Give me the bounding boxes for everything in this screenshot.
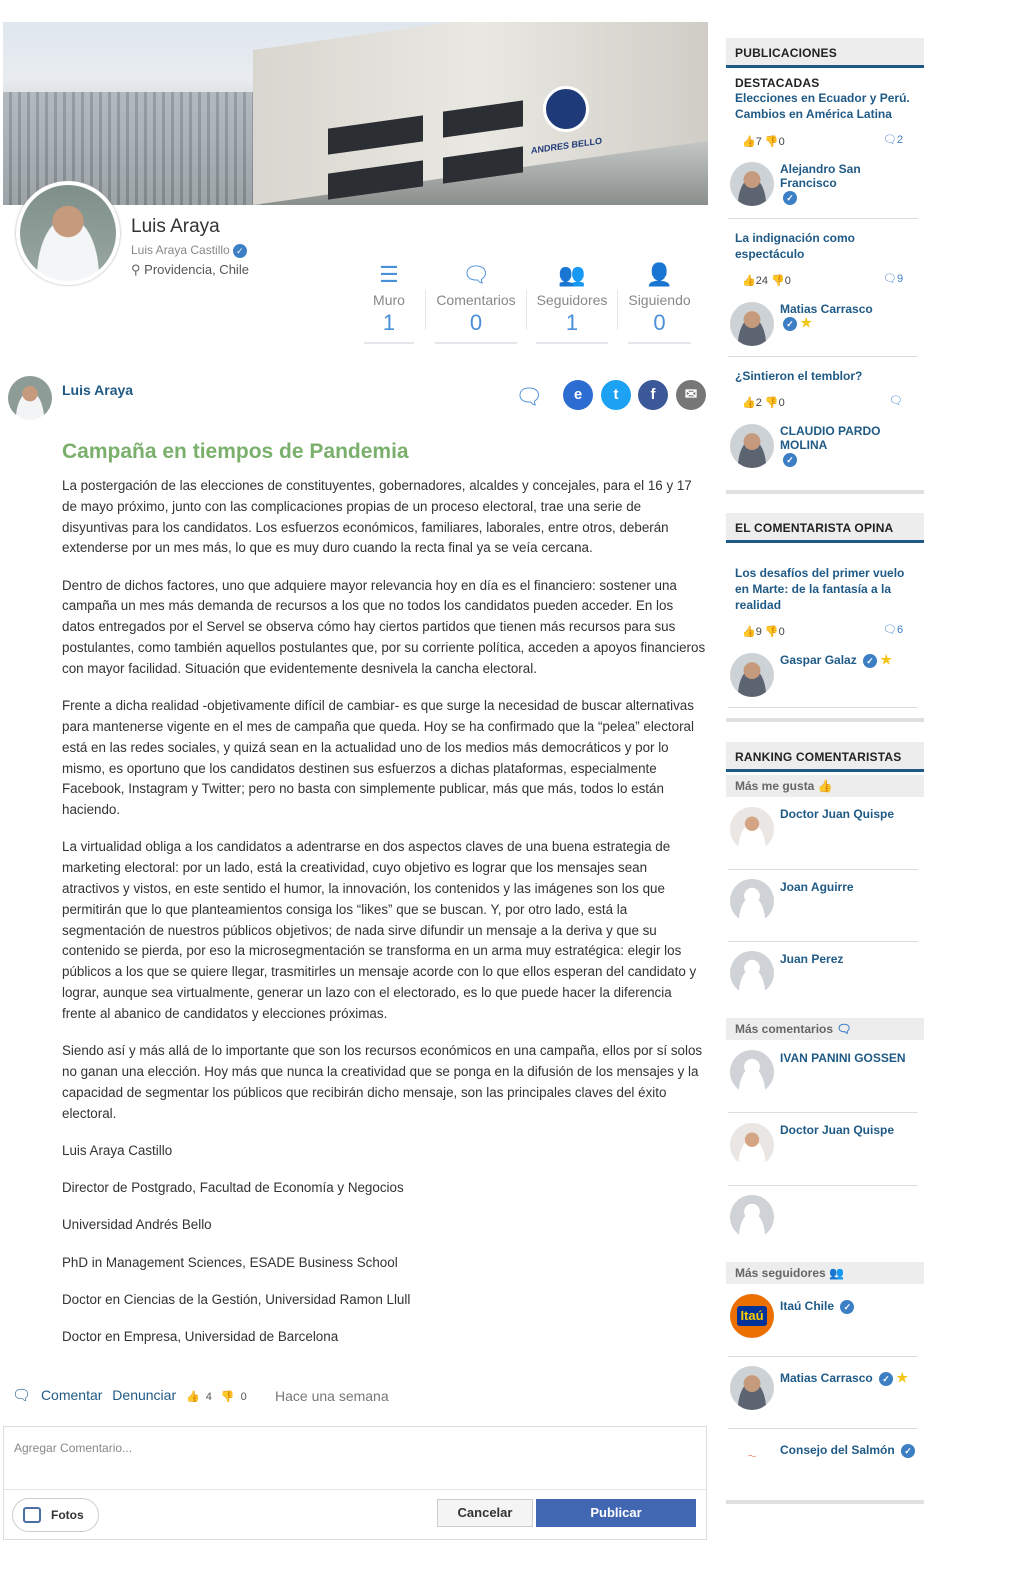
stat-seguidores[interactable]: 👥 Seguidores 1 [536, 260, 608, 344]
profile-full-name: Luis Araya Castillo ✓ [131, 243, 247, 258]
report-link[interactable]: Denunciar [112, 1387, 177, 1403]
like-icon: 👍 [817, 779, 833, 793]
verified-icon: ✓ [783, 191, 797, 205]
verified-icon: ✓ [863, 654, 877, 668]
photo-icon [23, 1507, 41, 1523]
comment-icon: 🗨 [883, 624, 897, 636]
verified-icon: ✓ [840, 1300, 854, 1314]
share-e-icon[interactable]: e [563, 380, 593, 410]
featured-title[interactable]: La indignación como espectáculo [735, 231, 856, 261]
ranking-name[interactable]: Doctor Juan Quispe [780, 807, 895, 821]
ranking-header: RANKING COMENTARISTAS [726, 742, 924, 772]
star-icon: ★ [800, 315, 812, 330]
profile-name: Luis Araya [131, 216, 220, 237]
verified-icon: ✓ [879, 1372, 893, 1386]
avatar[interactable] [730, 1123, 774, 1167]
university-logo-icon [543, 86, 589, 132]
dislike-icon[interactable]: 👎 [764, 626, 779, 638]
post-body [62, 476, 706, 1365]
stat-comentarios[interactable]: 🗨 Comentarios 0 [435, 260, 517, 344]
comments-subheader: Más comentarios 🗨 [726, 1018, 924, 1040]
paragraph: La postergación de las elecciones de constituyentes, gobernadores, alcaldes y concejales, para el 16 y 17 de mayo próximo, junto con las complicaciones propias de un proceso electoral, trae una serie de disyuntivas para los candidatos. Los esfuerzos económicos, familiares, laborales, entre otros, deberán extenderse por un mes más, lo que es muy duro cuando la recta final ya se veía cercana. [62, 478, 692, 556]
verified-icon: ✓ [901, 1444, 915, 1458]
ranking-name[interactable]: Consejo del Salmón ✓ [780, 1443, 920, 1458]
cancel-button[interactable]: Cancelar [437, 1499, 533, 1527]
university-logo-text: ANDRES BELLO [531, 135, 603, 156]
publish-button[interactable]: Publicar [536, 1499, 696, 1527]
featured-header: PUBLICACIONES DESTACADAS [726, 38, 924, 68]
paragraph: Siendo así y más allá de lo importante que son los recursos económicos en una campaña, ellos por sí solos no ganan una elección. Hoy más que nunca la creatividad que se ponga en la difusión de los mensajes y la capacidad de segmentar los públicos que recibirán dicho mensaje, son las principales claves del éxito electoral. [62, 1043, 703, 1121]
photos-button[interactable]: Fotos [12, 1498, 99, 1532]
comment-icon: 🗨 [462, 262, 490, 287]
comment-bubble-icon[interactable]: 🗨 [515, 384, 543, 409]
stat-siguiendo[interactable]: 👤 Siguiendo 0 [628, 260, 691, 344]
like-icon[interactable]: 👍 [186, 1391, 200, 1403]
paragraph: Dentro de dichos factores, uno que adquiere mayor relevancia hoy en día es el financiero: sostener una campaña un mes más demanda de recursos a los que no todos los candidatos pueden acceder. En los datos entregados por el Servel se observa cómo hay ciertos partidos que tienen más recursos para sus postulantes, como también aquellos postulantes que, por su corriente política, acceden a apoyos financieros con mayor facilidad. Situación que evidentemente desnivela la cancha electoral. [62, 577, 706, 676]
featured-author[interactable]: CLAUDIO PARDO MOLINA ✓ [780, 424, 881, 465]
signature-line: Director de Postgrado, Facultad de Economía y Negocios [62, 1180, 404, 1196]
verified-icon: ✓ [783, 317, 797, 331]
comment-icon[interactable]: 🗨 [889, 395, 903, 407]
featured-title[interactable]: ¿Sintieron el temblor? [735, 369, 863, 383]
avatar[interactable] [730, 1366, 774, 1410]
avatar[interactable] [730, 879, 774, 923]
cover-image [3, 22, 708, 205]
ranking-name[interactable]: Doctor Juan Quispe [780, 1123, 895, 1137]
signature-line: Luis Araya Castillo [62, 1142, 173, 1158]
verified-icon: ✓ [233, 244, 247, 258]
dislike-icon[interactable]: 👎 [764, 397, 779, 409]
paragraph: La virtualidad obliga a los candidatos a adentrarse en dos aspectos claves de una buena estrategia de marketing electoral: por un lado, está la creatividad, cuyo objetivo es lograr que los mensajes sean atractivos y vistos, en este sentido el humor, la innovación, los contenidos y las imágenes son los que permitirán que lo que planteamientos consiga los “likes” que se buscan. Y, por otro lado, está la segmentación de nuestros públicos objetivos; de nada sirve difundir un mensaje a la deriva y que su contenido se pierda, por eso la microsegmentación se transforma en un arma muy estratégica: elegir los públicos a los que se quiere llegar, trasmitirles un mensaje acorde con lo que ellos esperan del candidato y lograr, aunque sea virtualmente, generar un lazo con el electorado, es lo que puede hacer la diferencia frente al abanico de candidatos y elecciones próximas. [62, 839, 697, 1021]
star-icon: ★ [880, 652, 893, 667]
dislike-icon[interactable]: 👎 [220, 1391, 235, 1403]
following-icon: 👤 [645, 262, 674, 287]
salmon-logo-icon[interactable]: 〜 [730, 1438, 774, 1482]
featured-title[interactable]: Elecciones en Ecuador y Perú. Cambios en América Latina [735, 91, 910, 121]
followers-subheader: Más seguidores 👥 [726, 1262, 924, 1284]
featured-author[interactable]: Alejandro San Francisco ✓ [780, 162, 861, 203]
twitter-icon[interactable]: t [601, 380, 631, 410]
comment-icon: 🗨 [836, 1022, 852, 1036]
location-pin-icon: ⚲ [131, 262, 141, 277]
verified-icon: ✓ [783, 453, 797, 467]
followers-icon: 👥 [558, 262, 586, 287]
signature-line: Doctor en Ciencias de la Gestión, Universidad Ramon Llull [62, 1292, 411, 1307]
profile-location: ⚲ Providencia, Chile [131, 262, 249, 277]
avatar[interactable] [730, 424, 774, 468]
featured-author[interactable]: Matias Carrasco ✓ ★ [780, 302, 873, 330]
opina-author[interactable]: Gaspar Galaz ✓ ★ [780, 652, 893, 667]
avatar[interactable] [730, 1050, 774, 1094]
comment-icon[interactable]: 🗨 [12, 1387, 32, 1404]
author-name[interactable]: Luis Araya [62, 382, 134, 398]
opina-title[interactable]: Los desafíos del primer vuelo en Marte: de la fantasía a la realidad [735, 566, 905, 612]
itau-logo[interactable]: Itaú [730, 1294, 774, 1338]
avatar[interactable] [730, 807, 774, 851]
like-icon[interactable]: 👍 [742, 397, 756, 409]
comment-icon: 🗨 [883, 134, 897, 146]
ranking-name[interactable]: IVAN PANINI GOSSEN [780, 1051, 906, 1065]
ranking-name[interactable]: Joan Aguirre [780, 880, 854, 894]
avatar[interactable] [730, 951, 774, 995]
ranking-name[interactable]: Matias Carrasco ✓ ★ [780, 1370, 909, 1385]
profile-avatar[interactable] [16, 181, 120, 285]
post-actions: 🗨 Comentar Denunciar 👍 4 👎 0 [12, 1387, 247, 1404]
comment-link[interactable]: Comentar [40, 1387, 103, 1403]
email-icon[interactable]: ✉ [676, 380, 706, 410]
post-title: Campaña en tiempos de Pandemia [62, 440, 409, 463]
post-time: Hace una semana [275, 1388, 389, 1404]
comment-icon: 🗨 [883, 273, 897, 285]
like-icon[interactable]: 👍 [742, 275, 756, 287]
avatar[interactable] [730, 162, 774, 206]
followers-icon: 👥 [829, 1266, 844, 1280]
signature-line: PhD in Management Sciences, ESADE Business School [62, 1254, 398, 1270]
wall-icon: ☰ [379, 262, 399, 287]
avatar[interactable] [730, 1195, 774, 1239]
opina-header: EL COMENTARISTA OPINA [726, 513, 924, 543]
dislike-icon[interactable]: 👎 [764, 136, 779, 148]
star-icon: ★ [896, 1370, 909, 1385]
likes-subheader: Más me gusta 👍 [726, 775, 924, 797]
paragraph: Frente a dicha realidad -objetivamente difícil de cambiar- es que surge la necesidad de buscar alternativas para mantenerse vigente en el mes de campaña que queda. Hoy se ha confirmado que la “pelea” electoral está en las redes sociales, y quizá sean en la actualidad uno de los medios más democráticos y por lo mismo, es oportuno que los candidatos destinen sus esfuerzos a dichas plataformas, especialmente Facebook, Instagram y Twitter; pero no basta con simplemente publicar, más que más, todos lo están haciendo. [62, 698, 694, 818]
like-icon[interactable]: 👍 [742, 626, 756, 638]
author-avatar[interactable] [8, 376, 52, 420]
facebook-icon[interactable]: f [638, 380, 668, 410]
comment-input[interactable]: Agregar Comentario... [14, 1441, 133, 1455]
avatar[interactable] [730, 302, 774, 346]
stat-muro[interactable]: ☰ Muro 1 [364, 260, 414, 344]
signature-line: Doctor en Empresa, Universidad de Barcelona [62, 1329, 339, 1345]
dislike-icon[interactable]: 👎 [771, 275, 785, 287]
avatar[interactable] [730, 653, 774, 697]
signature-line: Universidad Andrés Bello [62, 1217, 212, 1233]
like-icon[interactable]: 👍 [742, 136, 756, 148]
ranking-name[interactable]: Juan Perez [780, 952, 844, 966]
ranking-name[interactable]: Itaú Chile ✓ [780, 1299, 920, 1314]
